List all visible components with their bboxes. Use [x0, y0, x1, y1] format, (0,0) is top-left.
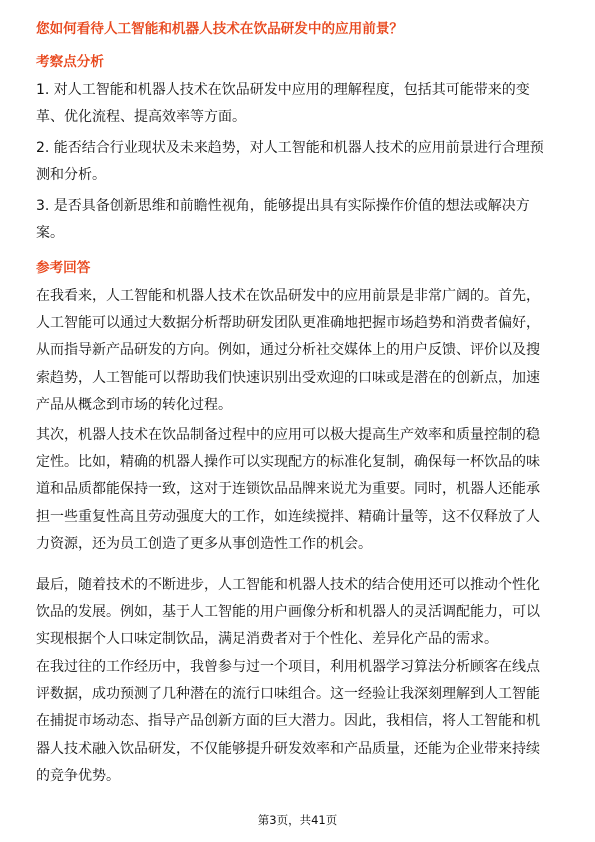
text-line: 实现根据个人口味定制饮品，满足消费者对于个性化、差异化产品的需求。	[36, 631, 498, 648]
text-line: 索趋势，人工智能可以帮助我们快速识别出受欢迎的口味或是潜在的创新点，加速	[36, 369, 540, 386]
text-line: 3. 是否具备创新思维和前瞻性视角，能够提出具有实际操作价值的想法或解决方	[36, 198, 530, 214]
text-line: 测和分析。	[36, 167, 106, 184]
text-line: 力资源，还为员工创造了更多从事创造性工作的机会。	[36, 535, 372, 552]
page-footer: 第3页，共41页	[257, 813, 338, 827]
text-line: 在我看来，人工智能和机器人技术在饮品研发中的应用前景是非常广阔的。首先，	[36, 288, 540, 304]
text-line: 在我过往的工作经历中，我曾参与过一个项目，利用机器学习算法分析顾客在线点	[36, 659, 540, 675]
text-line: 其次，机器人技术在饮品制备过程中的应用可以极大提高生产效率和质量控制的稳	[36, 427, 540, 443]
text-line: 器人技术融入饮品研发，不仅能够提升研发效率和产品质量，还能为企业带来持续	[36, 740, 540, 757]
answer-paragraph-3	[36, 572, 560, 654]
text-line: 革、优化流程、提高效率等方面。	[36, 109, 246, 126]
answer-heading: 参考回答	[36, 260, 91, 276]
analysis-point-3	[36, 193, 560, 247]
analysis-point-2	[36, 135, 560, 189]
text-line: 评数据，成功预测了几种潜在的流行口味组合。这一经验让我深刻理解到人工智能	[36, 686, 540, 703]
answer-paragraph-1	[36, 283, 560, 419]
analysis-point-1	[36, 77, 560, 131]
text-line: 1. 对人工智能和机器人技术在饮品研发中应用的理解程度，包括其可能带来的变	[36, 82, 530, 98]
text-line: 产品从概念到市场的转化过程。	[36, 396, 232, 413]
answer-paragraph-4	[36, 654, 560, 790]
text-line: 在捕捉市场动态、指导产品创新方面的巨大潜力。因此，我相信，将人工智能和机	[36, 713, 540, 730]
text-line: 道和品质都能保持一致，这对于连锁饮品品牌来说尤为重要。同时，机器人还能承	[36, 481, 540, 498]
text-line: 的竞争优势。	[36, 767, 120, 784]
text-line: 最后，随着技术的不断进步，人工智能和机器人技术的结合使用还可以推动个性化	[36, 577, 540, 593]
text-line: 案。	[36, 225, 64, 242]
text-line: 担一些重复性高且劳动强度大的工作，如连续搅拌、精确计量等，这不仅释放了人	[36, 508, 540, 525]
text-line: 从而指导新产品研发的方向。例如，通过分析社交媒体上的用户反馈、评价以及搜	[36, 342, 540, 359]
text-line: 2. 能否结合行业现状及未来趋势，对人工智能和机器人技术的应用前景进行合理预	[36, 140, 544, 156]
text-line: 定性。比如，精确的机器人操作可以实现配方的标准化复制，确保每一杯饮品的味	[36, 454, 540, 471]
text-line: 人工智能可以通过大数据分析帮助研发团队更准确地把握市场趋势和消费者偏好，	[36, 315, 540, 332]
question-title: 您如何看待人工智能和机器人技术在饮品研发中的应用前景？	[36, 21, 404, 37]
answer-paragraph-2	[36, 422, 560, 558]
text-line: 饮品的发展。例如，基于人工智能的用户画像分析和机器人的灵活调配能力，可以	[36, 604, 540, 621]
analysis-heading: 考察点分析	[36, 54, 104, 70]
